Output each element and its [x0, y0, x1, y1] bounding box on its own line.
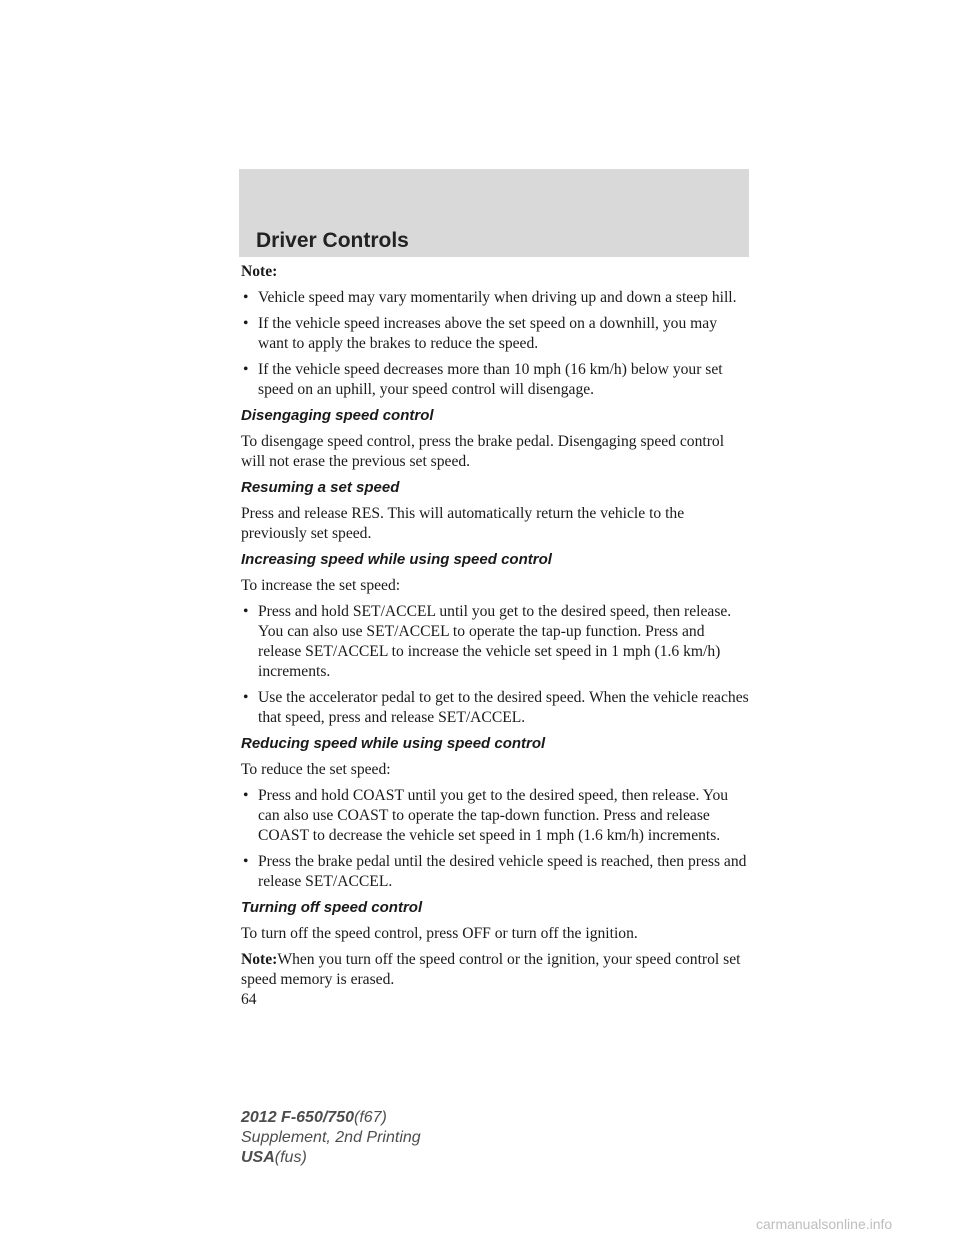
list-item: • Press and hold COAST until you get to the desired speed, then release. You can also use COAST to operate the tap-down function. Press and release COAST to decrease the vehicle set speed in 1 mph (1.6 km/h) increments. — [243, 787, 729, 844]
bullet-icon: • — [243, 787, 249, 804]
section-title: Driver Controls — [256, 229, 409, 252]
paragraph-final-note — [241, 950, 749, 990]
list-item: • Vehicle speed may vary momentarily when driving up and down a steep hill. — [243, 289, 737, 306]
increasing-bullet-list — [241, 602, 749, 728]
site-watermark: carmanualsonline.info — [756, 1216, 893, 1232]
list-item: • Press the brake pedal until the desired vehicle speed is reached, then press and release SET/ACCEL. — [243, 853, 747, 890]
footer-line-market: USA(fus) — [241, 1149, 307, 1166]
page-number: 64 — [241, 991, 257, 1008]
paragraph-turning-off: To turn off the speed control, press OFF or turn off the ignition. — [241, 925, 638, 942]
print-footer — [241, 1108, 421, 1168]
footer-line-printing: Supplement, 2nd Printing — [241, 1129, 421, 1146]
list-item: • Use the accelerator pedal to get to the desired speed. When the vehicle reaches that speed, press and release SET/ACCEL. — [243, 689, 749, 726]
paragraph-increasing-intro: To increase the set speed: — [241, 577, 401, 594]
paragraph-resuming: Press and release RES. This will automatically return the vehicle to the previously set speed. — [241, 505, 685, 542]
list-item: • If the vehicle speed increases above the set speed on a downhill, you may want to apply the brakes to reduce the speed. — [243, 315, 717, 352]
final-note-text: When you turn off the speed control or the ignition, your speed control set speed memory is erased. — [241, 951, 741, 988]
list-item: • If the vehicle speed decreases more than 10 mph (16 km/h) below your set speed on an uphill, your speed control will disengage. — [243, 361, 723, 398]
bullet-icon: • — [243, 361, 249, 378]
section-header-band — [239, 169, 749, 257]
page-content — [241, 262, 749, 1010]
section-heading-resuming: Resuming a set speed — [241, 479, 400, 496]
bullet-icon: • — [243, 689, 249, 706]
note-label: Note: — [241, 263, 278, 280]
section-heading-turning-off: Turning off speed control — [241, 899, 423, 916]
section-heading-disengaging: Disengaging speed control — [241, 407, 434, 424]
paragraph-reducing-intro: To reduce the set speed: — [241, 761, 391, 778]
bullet-icon: • — [243, 603, 249, 620]
note-bullet-list — [241, 288, 749, 400]
reducing-bullet-list — [241, 786, 749, 892]
bullet-icon: • — [243, 315, 249, 332]
section-heading-reducing: Reducing speed while using speed control — [241, 735, 546, 752]
list-item: • Press and hold SET/ACCEL until you get to the desired speed, then release. You can also use SET/ACCEL to operate the tap-up function. Press and release SET/ACCEL to increase the vehicle set speed in 1 mph (1.6 km/h) increments. — [243, 603, 732, 680]
section-heading-increasing: Increasing speed while using speed control — [241, 551, 552, 568]
bullet-icon: • — [243, 853, 249, 870]
footer-line-model: 2012 F-650/750(f67) — [241, 1109, 387, 1126]
final-note-label: Note: — [241, 951, 278, 968]
paragraph-disengaging: To disengage speed control, press the brake pedal. Disengaging speed control will not erase the previous set speed. — [241, 433, 725, 470]
bullet-icon: • — [243, 289, 249, 306]
